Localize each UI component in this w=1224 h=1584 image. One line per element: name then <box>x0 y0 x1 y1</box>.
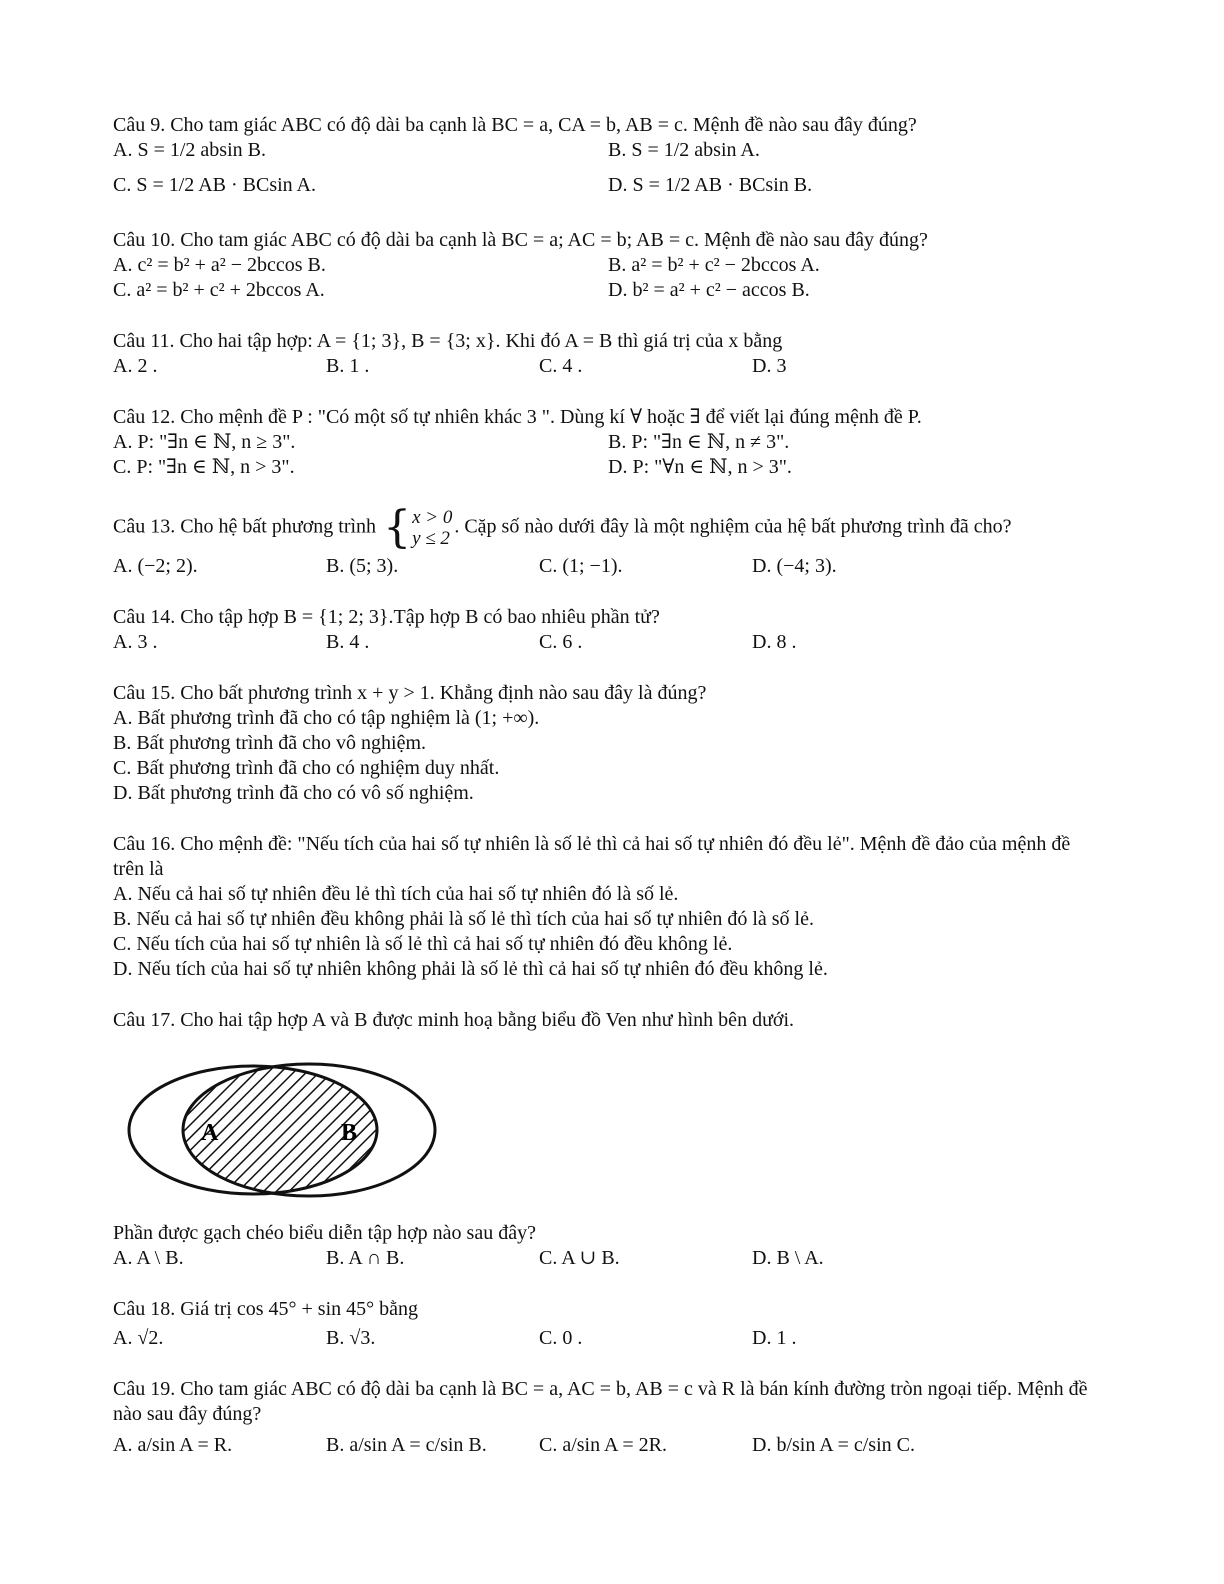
system-line-1: x > 0 <box>412 507 453 528</box>
options-row <box>113 455 1103 480</box>
question-12 <box>113 405 1103 480</box>
inequality-system: { x > 0 y ≤ 2 <box>383 502 453 553</box>
option-d: D. Bất phương trình đã cho có vô số nghiệm. <box>113 782 474 804</box>
system-line-2: y ≤ 2 <box>412 528 450 549</box>
stem-after: . Cặp số nào dưới đây là một nghiệm của hệ bất phương trình đã cho? <box>454 515 1012 538</box>
option-b: B. Bất phương trình đã cho vô nghiệm. <box>113 732 427 754</box>
question-stem: Câu 9. Cho tam giác ABC có độ dài ba cạnh là BC = a, CA = b, AB = c. Mệnh đề nào sau đây đúng? <box>113 114 917 136</box>
question-9 <box>113 113 1103 198</box>
venn-diagram <box>119 1055 459 1205</box>
question-stem: Câu 14. Cho tập hợp B = {1; 2; 3}.Tập hợp B có bao nhiêu phần tử? <box>113 606 660 628</box>
option-c: C. (1; −1). <box>539 555 623 577</box>
option-c: C. a/sin A = 2R. <box>539 1434 667 1456</box>
option-b: B. 1 . <box>326 355 370 377</box>
question-10 <box>113 228 1103 303</box>
option-a: A. √2. <box>113 1327 164 1349</box>
option-a: A. Bất phương trình đã cho có tập nghiệm là (1; +∞). <box>113 707 540 729</box>
option-a: A. (−2; 2). <box>113 555 198 577</box>
question-stem <box>113 502 1103 553</box>
question-18 <box>113 1297 1103 1351</box>
option-b: B. 4 . <box>326 631 370 653</box>
option-c: C. a² = b² + c² + 2bccos A. <box>113 279 325 301</box>
options-row <box>113 354 1103 379</box>
option-b: B. P: "∃n ∈ ℕ, n ≠ 3". <box>608 431 790 453</box>
option-d: D. b/sin A = c/sin C. <box>752 1434 915 1456</box>
question-stem: Câu 11. Cho hai tập hợp: A = {1; 3}, B = {3; x}. Khi đó A = B thì giá trị của x bằng <box>113 330 783 352</box>
option-b: B. A ∩ B. <box>326 1247 405 1269</box>
options-row <box>113 1326 1103 1351</box>
options-row <box>113 278 1103 303</box>
option-a: A. Nếu cả hai số tự nhiên đều lẻ thì tích của hai số tự nhiên đó là số lẻ. <box>113 883 679 905</box>
option-b: B. a² = b² + c² − 2bccos A. <box>608 254 820 276</box>
option-b: B. √3. <box>326 1327 376 1349</box>
venn-label-a: A <box>201 1120 219 1146</box>
option-d: D. (−4; 3). <box>752 555 837 577</box>
option-c: C. Bất phương trình đã cho có nghiệm duy nhất. <box>113 757 500 779</box>
option-d: D. b² = a² + c² − accos B. <box>608 279 810 301</box>
option-d: D. 1 . <box>752 1327 797 1349</box>
option-c: C. Nếu tích của hai số tự nhiên là số lẻ thì cả hai số tự nhiên đó đều không lẻ. <box>113 933 733 955</box>
question-stem: Câu 10. Cho tam giác ABC có độ dài ba cạnh là BC = a; AC = b; AB = c. Mệnh đề nào sau đây đúng? <box>113 229 928 251</box>
option-a: A. S = 1/2 absin B. <box>113 139 266 161</box>
option-d: D. Nếu tích của hai số tự nhiên không phải là số lẻ thì cả hai số tự nhiên đó đều không lẻ. <box>113 958 828 980</box>
venn-label-b: B <box>341 1120 358 1146</box>
option-a: A. 2 . <box>113 355 158 377</box>
option-a: A. A \ B. <box>113 1247 184 1269</box>
options-row <box>113 1433 1103 1458</box>
question-15 <box>113 681 1103 806</box>
option-b: B. S = 1/2 absin A. <box>608 139 760 161</box>
option-c: C. S = 1/2 AB · BCsin A. <box>113 174 316 196</box>
question-11 <box>113 329 1103 379</box>
options-row <box>113 253 1103 278</box>
question-stem: Câu 18. Giá trị cos 45° + sin 45° bằng <box>113 1298 419 1320</box>
option-c: C. 6 . <box>539 631 583 653</box>
option-b: B. a/sin A = c/sin B. <box>326 1434 487 1456</box>
options-row <box>113 630 1103 655</box>
option-c: C. A ∪ B. <box>539 1247 620 1269</box>
option-a: A. P: "∃n ∈ ℕ, n ≥ 3". <box>113 431 296 453</box>
question-16 <box>113 832 1103 982</box>
stem-before: Câu 13. Cho hệ bất phương trình <box>113 515 377 538</box>
option-a: A. a/sin A = R. <box>113 1434 233 1456</box>
question-stem: Câu 16. Cho mệnh đề: "Nếu tích của hai số tự nhiên là số lẻ thì cả hai số tự nhiên đó đều lẻ". Mệnh đề đảo của mệnh đề trên là <box>113 833 1071 880</box>
option-c: C. P: "∃n ∈ ℕ, n > 3". <box>113 456 295 478</box>
question-stem: Câu 19. Cho tam giác ABC có độ dài ba cạnh là BC = a, AC = b, AB = c và R là bán kính đường tròn ngoại tiếp. Mệnh đề nào sau đây đúng? <box>113 1378 1088 1425</box>
options-row <box>113 173 1103 198</box>
option-a: A. 3 . <box>113 631 158 653</box>
options-row <box>113 554 1103 579</box>
option-b: B. (5; 3). <box>326 555 399 577</box>
question-19 <box>113 1377 1103 1458</box>
question-sub: Phần được gạch chéo biểu diễn tập hợp nào sau đây? <box>113 1222 536 1244</box>
question-stem: Câu 17. Cho hai tập hợp A và B được minh hoạ bằng biểu đồ Ven như hình bên dưới. <box>113 1009 795 1031</box>
question-stem: Câu 12. Cho mệnh đề P : "Có một số tự nhiên khác 3 ". Dùng kí ∀ hoặc ∃ để viết lại đúng mệnh đề P. <box>113 406 922 428</box>
option-d: D. 8 . <box>752 631 797 653</box>
options-row <box>113 430 1103 455</box>
exam-page <box>113 113 1103 1458</box>
option-d: D. 3 <box>752 355 787 377</box>
question-14 <box>113 605 1103 655</box>
option-c: C. 0 . <box>539 1327 583 1349</box>
option-a: A. c² = b² + a² − 2bccos B. <box>113 254 326 276</box>
option-d: D. B \ A. <box>752 1247 824 1269</box>
option-d: D. P: "∀n ∈ ℕ, n > 3". <box>608 456 792 478</box>
question-13 <box>113 502 1103 579</box>
option-b: B. Nếu cả hai số tự nhiên đều không phải là số lẻ thì tích của hai số tự nhiên đó là số lẻ. <box>113 908 814 930</box>
option-c: C. 4 . <box>539 355 583 377</box>
option-d: D. S = 1/2 AB · BCsin B. <box>608 174 813 196</box>
question-17 <box>113 1008 1103 1271</box>
options-row <box>113 1246 1103 1271</box>
options-row <box>113 138 1103 163</box>
question-stem: Câu 15. Cho bất phương trình x + y > 1. Khẳng định nào sau đây là đúng? <box>113 682 707 704</box>
